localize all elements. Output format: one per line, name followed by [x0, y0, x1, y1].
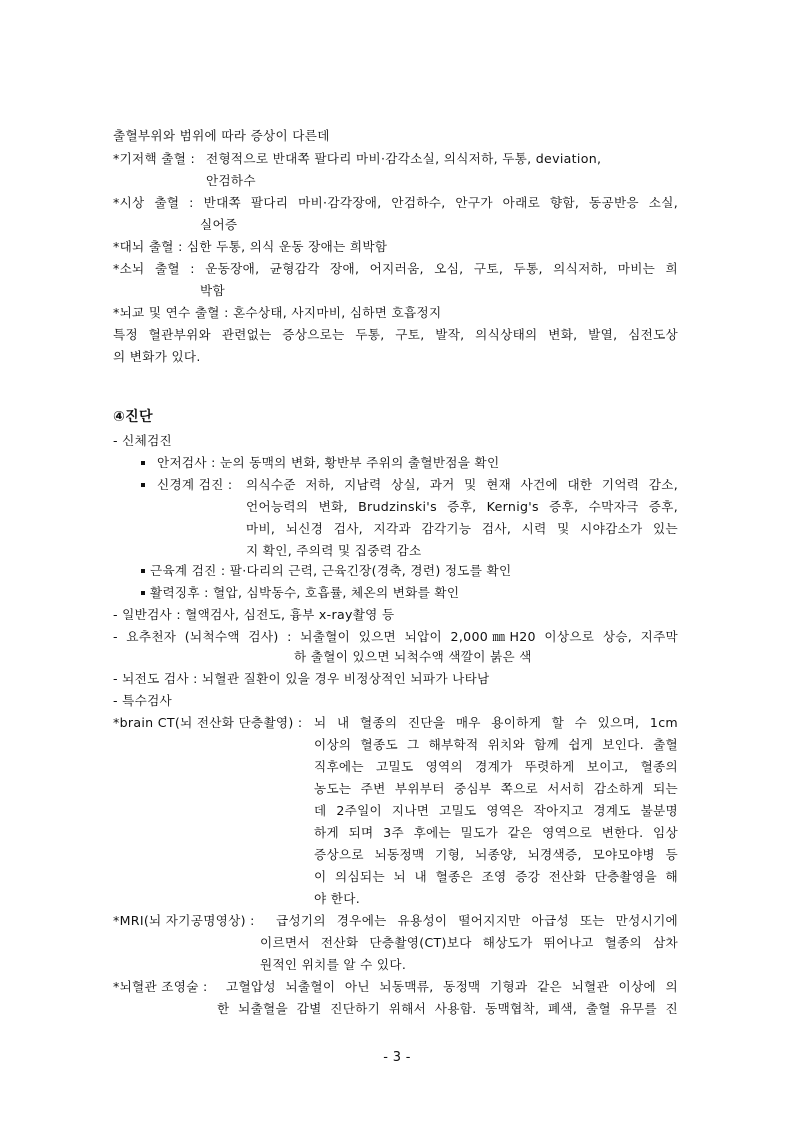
cerebellar-line-1: *소뇌 출혈 : 운동장애, 균형감각 장애, 어지러움, 오심, 구토, 두통, 의식저하, 마비는 희 — [113, 261, 678, 276]
ct-line-8: 이 의심되는 뇌 내 혈종은 조영 증강 전산화 단층촬영을 해 — [314, 869, 678, 884]
thalamus-line-2: 실어증 — [200, 217, 238, 232]
ct-line-2: 이상의 혈종도 그 해부학적 위치와 함께 쉽게 보인다. 출혈 — [314, 737, 678, 752]
thalamus-line-1: *시상 출혈 : 반대쪽 팔다리 마비·감각장애, 안검하수, 안구가 아래로 향함, 동공반응 소실, — [113, 195, 678, 210]
diagnosis-heading: ④진단 — [113, 409, 153, 425]
bullet-icon — [141, 569, 145, 573]
mri-line-1: 급성기의 경우에는 유용성이 떨어지지만 아급성 또는 만성시기에 — [276, 913, 678, 928]
lumbar-line-1: - 요추천자 (뇌척수액 검사) : 뇌출혈이 있으면 뇌압이 2,000㎜H20 이상으로 상승, 지주막 — [113, 629, 678, 644]
bullet-icon — [141, 591, 145, 595]
basal-ganglia-line-2: 안검하수 — [206, 173, 256, 188]
symptoms-intro: 출혈부위와 범위에 따라 증상이 다른데 — [113, 128, 330, 143]
ct-line-9: 야 한다. — [314, 891, 361, 906]
neuro-line-1: 의식수준 저하, 지남력 상실, 과거 및 현재 사건에 대한 기억력 감소, — [246, 477, 678, 492]
mri-label: *MRI(뇌 자기공명영상) : — [113, 913, 255, 928]
basal-ganglia-label: *기저핵 출혈 : — [113, 151, 196, 166]
special-tests-title: - 특수검사 — [113, 693, 173, 708]
neuro-line-4: 지 확인, 주의력 및 집중력 감소 — [246, 543, 422, 558]
eeg-test: - 뇌전도 검사 : 뇌혈관 질환이 있을 경우 비정상적인 뇌파가 나타남 — [113, 671, 490, 686]
physical-exam-title: - 신체검진 — [113, 433, 173, 448]
mri-line-3: 원적인 위치를 알 수 있다. — [260, 957, 407, 972]
angio-line-2: 한 뇌출혈을 감별 진단하기 위해서 사용함. 동맥협착, 폐색, 출혈 유무를 진 — [217, 1001, 678, 1016]
cerebellar-line-2: 박함 — [200, 283, 225, 298]
angio-label: *뇌혈관 조영술 : — [113, 979, 208, 994]
pons-medulla: *뇌교 및 연수 출혈 : 혼수상태, 사지마비, 심하면 호흡정지 — [113, 305, 442, 320]
summary-line-2: 의 변화가 있다. — [113, 349, 201, 364]
cerebral-hemorrhage: *대뇌 출혈 : 심한 두통, 의식 운동 장애는 희박함 — [113, 239, 388, 254]
bullet-icon — [141, 461, 145, 465]
ct-line-5: 데 2주일이 지나면 고밀도 영역은 작아지고 경계도 불분명 — [314, 803, 678, 818]
ct-line-1: 뇌 내 혈종의 진단을 매우 용이하게 할 수 있으며, 1cm — [314, 715, 678, 730]
ct-line-3: 직후에는 고밀도 영역의 경계가 뚜렷하게 보이고, 혈종의 — [314, 759, 678, 774]
neuro-line-2: 언어능력의 변화, Brudzinski's 증후, Kernig's 증후, 수막자극 증후, — [246, 499, 678, 514]
angio-line-1: 고혈압성 뇌출혈이 아닌 뇌동맥류, 동정맥 기형과 같은 뇌혈관 이상에 의 — [226, 979, 678, 994]
document-page: 출혈부위와 범위에 따라 증상이 다른데 *기저핵 출혈 : 전형적으로 반대쪽 팔다리 마비·감각소실, 의식저하, 두통, deviation, 안검하수 *시상 출혈 : 반대쪽 팔다리 마비·감각장애, 안검하수, 안구가 아래로 향함, 동공반응 소실, 실어증 *대뇌 출혈 : 심한 두통, 의식 운동 장애는 희박함 *소뇌 출혈 : 운동장애, 균형감각 장애, 어지러움, 오심, 구토, 두통, 의식저하, 마비는 희 박함 *뇌교 및 연수 출혈 : 혼수상태, 사지마비, 심하면 호흡정지 특정 혈관부위와 관련없는 증상으로는 두통, 구토, 발작, 의식상태의 변화, 발열, 심전도상 의 변화가 있다. ④진단 - 신체검진 안저검사 : 눈의 동맥의 변화, 황반부 주위의 출혈반점을 확인 신경계 검진 : 의식수준 저하, 지남력 상실, 과거 및 현재 사건에 대한 기억력 감소, 언어능력의 변화, Brudzinski's 증후, Kernig's 증후, 수막자극 증후, 마비, 뇌신경 검사, 지각과 감각기능 검사, 시력 및 시야감소가 있는 지 확인, 주의력 및 집중력 감소 근육계 검진 : 팔·다리의 근력, 근육긴장(경축, 경련) 정도를 확인 활력징후 : 혈압, 심박동수, 호흡률, 체온의 변화를 확인 - 일반검사 : 혈액검사, 심전도, 흉부 x-ray촬영 등 - 요추천자 (뇌척수액 검사) : 뇌출혈이 있으면 뇌압이 2,000㎜H20 이상으로 상승, 지주막 하 출혈이 있으면 뇌척수액 색깔이 붉은 색 - 뇌전도 검사 : 뇌혈관 질환이 있을 경우 비정상적인 뇌파가 나타남 - 특수검사 *brain CT(뇌 전산화 단층촬영) : 뇌 내 혈종의 진단을 매우 용이하게 할 수 있으며, 1cm 이상의 혈종도 그 해부학적 위치와 함께 쉽게 보인다. 출혈 직후에는 고밀도 영역의 경계가 뚜렷하게 보이고, 혈종의 농도는 주변 부위부터 중심부 쪽으로 서서히 감소하게 되는 데 2주일이 지나면 고밀도 영역은 작아지고 경계도 불분명 하게 되며 3주 후에는 밀도가 같은 영역으로 변한다. 임상 증상으로 뇌동정맥 기형, 뇌종양, 뇌경색증, 모야모야병 등 이 의심되는 뇌 내 혈종은 조영 증강 전산화 단층촬영을 해 야 한다. *MRI(뇌 자기공명영상) : 급성기의 경우에는 유용성이 떨어지지만 아급성 또는 만성시기에 이르면서 전산화 단층촬영(CT)보다 해상도가 뛰어나고 혈종의 삼차 원적인 위치를 알 수 있다. *뇌혈관 조영술 : 고혈압성 뇌출혈이 아닌 뇌동맥류, 동정맥 기형과 같은 뇌혈관 이상에 의 한 뇌출혈을 감별 진단하기 위해서 사용함. 동맥협착, 폐색, 출혈 유무를 진 - 3 - — [0, 0, 794, 1123]
ct-line-7: 증상으로 뇌동정맥 기형, 뇌종양, 뇌경색증, 모야모야병 등 — [314, 847, 678, 862]
ct-line-4: 농도는 주변 부위부터 중심부 쪽으로 서서히 감소하게 되는 — [314, 781, 678, 796]
ct-line-6: 하게 되며 3주 후에는 밀도가 같은 영역으로 변한다. 임상 — [314, 825, 678, 840]
general-tests: - 일반검사 : 혈액검사, 심전도, 흉부 x-ray촬영 등 — [113, 607, 395, 622]
ct-label: *brain CT(뇌 전산화 단층촬영) : — [113, 715, 303, 730]
bullet-icon — [141, 483, 145, 487]
neuro-line-3: 마비, 뇌신경 검사, 지각과 감각기능 검사, 시력 및 시야감소가 있는 — [246, 521, 678, 536]
lumbar-line-2: 하 출혈이 있으면 뇌척수액 색깔이 붉은 색 — [294, 649, 532, 664]
basal-ganglia-line-1: 전형적으로 반대쪽 팔다리 마비·감각소실, 의식저하, 두통, deviation, — [206, 151, 602, 166]
mri-line-2: 이르면서 전산화 단층촬영(CT)보다 해상도가 뛰어나고 혈종의 삼차 — [260, 935, 678, 950]
page-number: - 3 - — [383, 1050, 411, 1065]
summary-line-1: 특정 혈관부위와 관련없는 증상으로는 두통, 구토, 발작, 의식상태의 변화, 발열, 심전도상 — [113, 327, 678, 342]
